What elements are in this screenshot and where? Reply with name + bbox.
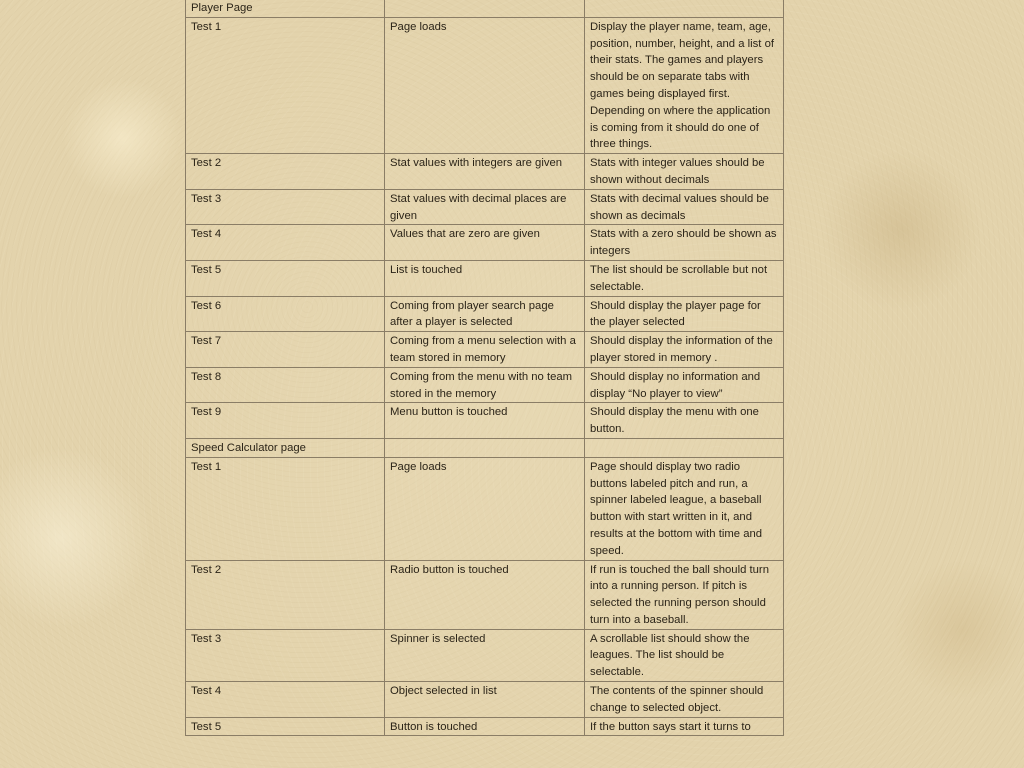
test-action-cell: Coming from the menu with no team stored in the memory bbox=[385, 367, 585, 403]
test-id-cell: Test 5 bbox=[186, 717, 385, 736]
test-id-cell: Test 2 bbox=[186, 560, 385, 629]
table-row bbox=[186, 296, 784, 332]
test-id-cell: Test 4 bbox=[186, 225, 385, 261]
test-id-cell: Test 9 bbox=[186, 403, 385, 439]
expected-result-cell: The contents of the spinner should change to selected object. bbox=[585, 682, 784, 718]
table-row bbox=[186, 560, 784, 629]
expected-result-cell: Should display no information and display “No player to view” bbox=[585, 367, 784, 403]
test-id-cell: Test 6 bbox=[186, 296, 385, 332]
expected-result-cell: Should display the menu with one button. bbox=[585, 403, 784, 439]
table-row bbox=[186, 403, 784, 439]
test-action-cell: Page loads bbox=[385, 457, 585, 560]
expected-result-cell: If run is touched the ball should turn into a running person. If pitch is selected the running person should turn into a baseball. bbox=[585, 560, 784, 629]
test-action-cell: Button is touched bbox=[385, 717, 585, 736]
expected-result-cell: Display the player name, team, age, position, number, height, and a list of their stats. The games and players should be on separate tabs with games being displayed first. Depending on where the application is coming from it should do one of three things. bbox=[585, 17, 784, 153]
expected-result-cell: Page should display two radio buttons labeled pitch and run, a spinner labeled league, a baseball button with start written in it, and results at the bottom with time and speed. bbox=[585, 457, 784, 560]
test-id-cell: Test 4 bbox=[186, 682, 385, 718]
test-action-cell: Values that are zero are given bbox=[385, 225, 585, 261]
test-id-cell: Test 1 bbox=[186, 17, 385, 153]
test-id-cell: Test 3 bbox=[186, 189, 385, 225]
expected-result-cell: A scrollable list should show the leagues. The list should be selectable. bbox=[585, 629, 784, 681]
test-case-table bbox=[185, 0, 784, 736]
test-id-cell: Test 5 bbox=[186, 260, 385, 296]
expected-result-cell: Stats with decimal values should be shown as decimals bbox=[585, 189, 784, 225]
expected-result-cell: Should display the player page for the player selected bbox=[585, 296, 784, 332]
empty-cell bbox=[385, 0, 585, 17]
test-action-cell: List is touched bbox=[385, 260, 585, 296]
test-case-table-body bbox=[186, 0, 784, 736]
test-plan-document bbox=[185, 0, 783, 736]
table-row bbox=[186, 154, 784, 190]
section-title: Player Page bbox=[186, 0, 385, 17]
table-row bbox=[186, 189, 784, 225]
table-row bbox=[186, 332, 784, 368]
table-row bbox=[186, 260, 784, 296]
test-action-cell: Coming from player search page after a player is selected bbox=[385, 296, 585, 332]
expected-result-cell: If the button says start it turns to bbox=[585, 717, 784, 736]
section-header-row bbox=[186, 0, 784, 17]
table-row bbox=[186, 225, 784, 261]
table-row bbox=[186, 682, 784, 718]
empty-cell bbox=[585, 0, 784, 17]
test-action-cell: Stat values with decimal places are given bbox=[385, 189, 585, 225]
test-id-cell: Test 1 bbox=[186, 457, 385, 560]
expected-result-cell: Should display the information of the player stored in memory . bbox=[585, 332, 784, 368]
expected-result-cell: Stats with a zero should be shown as integers bbox=[585, 225, 784, 261]
test-action-cell: Spinner is selected bbox=[385, 629, 585, 681]
table-row bbox=[186, 17, 784, 153]
test-action-cell: Menu button is touched bbox=[385, 403, 585, 439]
test-action-cell: Radio button is touched bbox=[385, 560, 585, 629]
test-action-cell: Stat values with integers are given bbox=[385, 154, 585, 190]
test-id-cell: Test 7 bbox=[186, 332, 385, 368]
expected-result-cell: Stats with integer values should be shown without decimals bbox=[585, 154, 784, 190]
table-row bbox=[186, 457, 784, 560]
table-row bbox=[186, 629, 784, 681]
empty-cell bbox=[385, 438, 585, 457]
table-row bbox=[186, 717, 784, 736]
test-action-cell: Object selected in list bbox=[385, 682, 585, 718]
expected-result-cell: The list should be scrollable but not selectable. bbox=[585, 260, 784, 296]
table-row bbox=[186, 367, 784, 403]
empty-cell bbox=[585, 438, 784, 457]
test-action-cell: Page loads bbox=[385, 17, 585, 153]
section-header-row bbox=[186, 438, 784, 457]
test-id-cell: Test 2 bbox=[186, 154, 385, 190]
test-id-cell: Test 8 bbox=[186, 367, 385, 403]
section-title: Speed Calculator page bbox=[186, 438, 385, 457]
test-action-cell: Coming from a menu selection with a team stored in memory bbox=[385, 332, 585, 368]
test-id-cell: Test 3 bbox=[186, 629, 385, 681]
